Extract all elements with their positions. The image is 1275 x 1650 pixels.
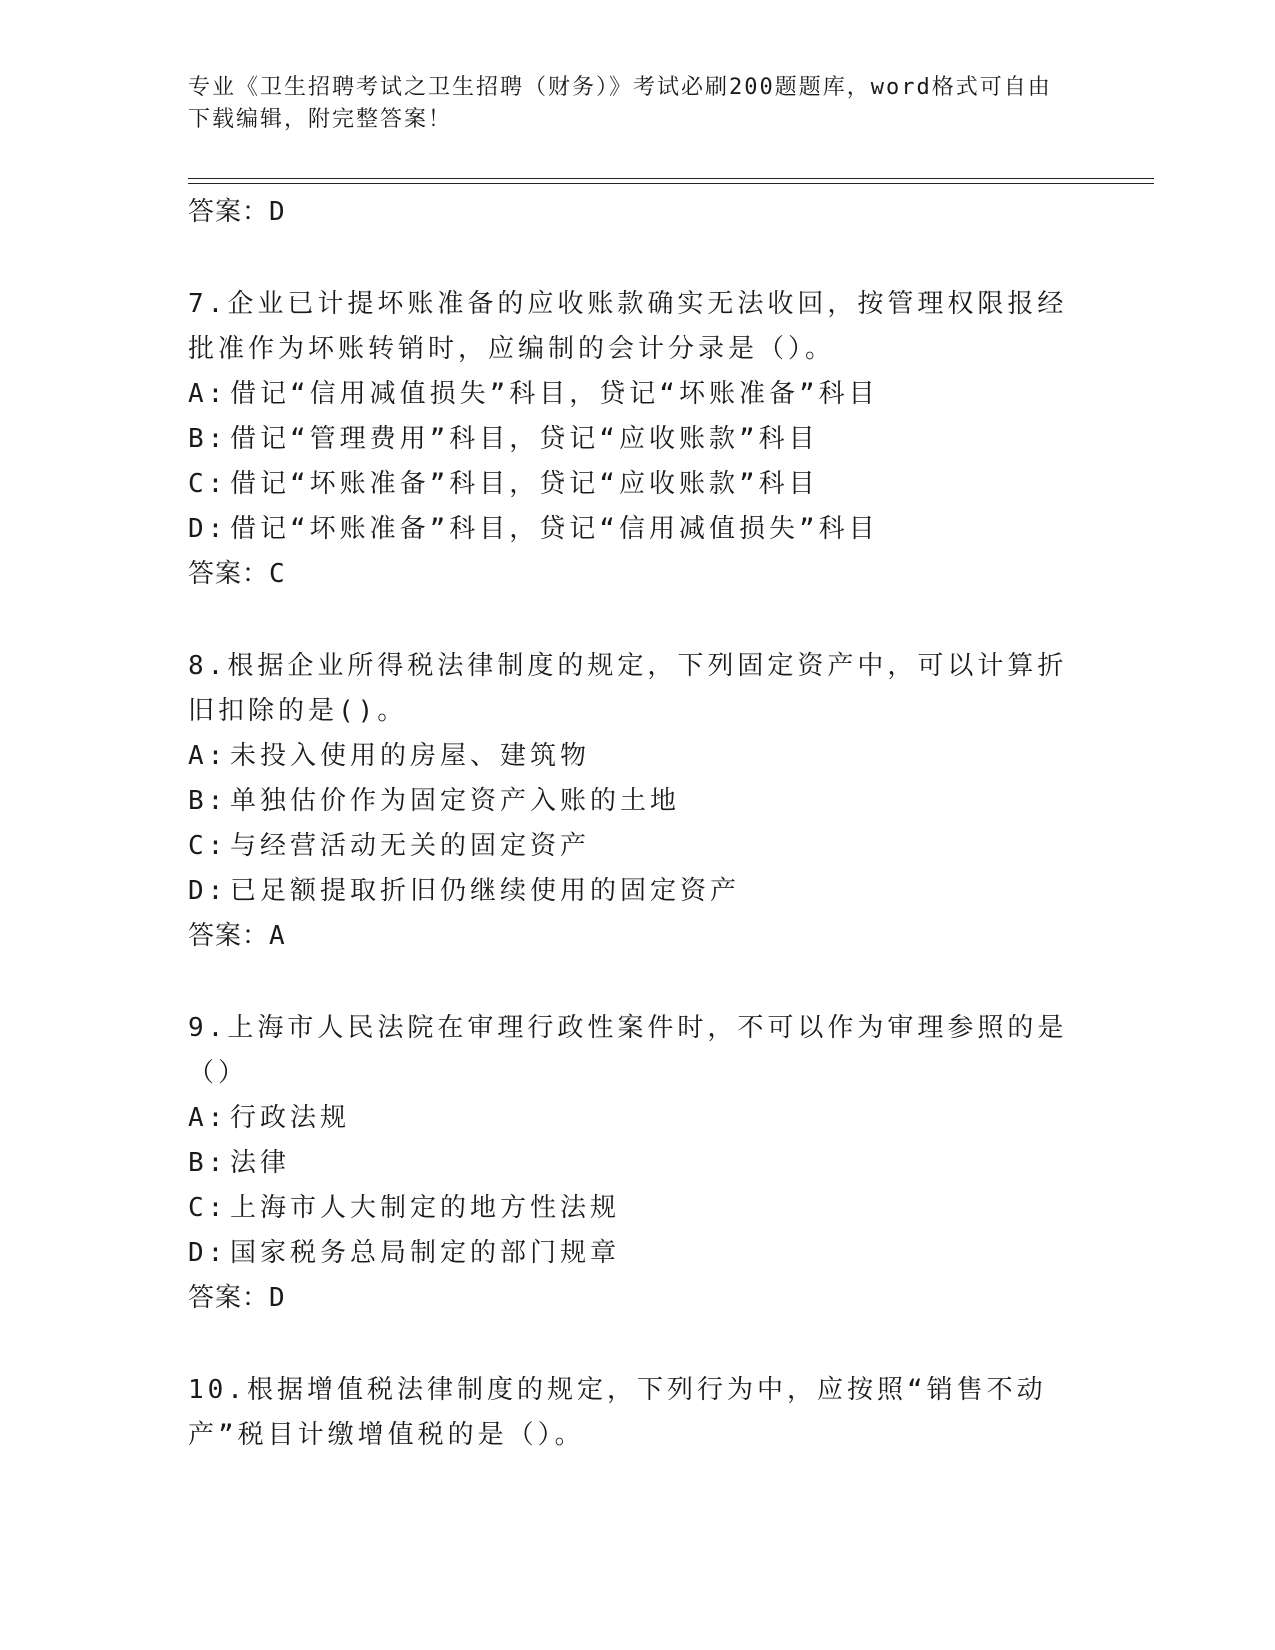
question-stem: 根据企业所得税法律制度的规定，下列固定资产中，可以计算折旧扣除的是()。 xyxy=(188,651,1068,726)
option-c xyxy=(188,824,1068,869)
question-number: 8. xyxy=(188,651,228,681)
option-text: 借记“坏账准备”科目，贷记“信用减值损失”科目 xyxy=(230,514,879,544)
document-body xyxy=(188,190,1068,1458)
option-text: 未投入使用的房屋、建筑物 xyxy=(230,741,591,771)
answer-line xyxy=(188,190,1068,234)
header-divider-double xyxy=(188,183,1154,184)
option-text: 借记“坏账准备”科目，贷记“应收账款”科目 xyxy=(230,469,819,499)
answer-value: D xyxy=(269,1283,286,1313)
option-text: 借记“信用减值损失”科目，贷记“坏账准备”科目 xyxy=(230,379,879,409)
question-9 xyxy=(188,1006,1068,1320)
option-text: 上海市人大制定的地方性法规 xyxy=(230,1193,621,1223)
option-letter: A: xyxy=(188,1103,228,1133)
answer-line xyxy=(188,914,1068,958)
option-letter: C: xyxy=(188,1193,228,1223)
option-letter: C: xyxy=(188,831,228,861)
option-text: 法律 xyxy=(230,1148,291,1178)
option-letter: D: xyxy=(188,876,228,906)
option-letter: C: xyxy=(188,469,228,499)
question-10 xyxy=(188,1368,1068,1458)
option-b xyxy=(188,779,1068,824)
option-text: 借记“管理费用”科目，贷记“应收账款”科目 xyxy=(230,424,819,454)
question-number: 7. xyxy=(188,289,228,319)
answer-line xyxy=(188,1276,1068,1320)
question-text xyxy=(188,282,1068,372)
option-a xyxy=(188,734,1068,779)
answer-value: C xyxy=(269,559,286,589)
option-text: 行政法规 xyxy=(230,1103,351,1133)
option-d xyxy=(188,869,1068,914)
answer-label: 答案： xyxy=(188,197,270,227)
question-stem: 根据增值税法律制度的规定，下列行为中，应按照“销售不动产”税目计缴增值税的是（）。 xyxy=(188,1375,1047,1450)
option-a xyxy=(188,372,1068,417)
answer-line xyxy=(188,552,1068,596)
header-divider xyxy=(188,178,1154,179)
question-text xyxy=(188,644,1068,734)
option-a xyxy=(188,1096,1068,1141)
question-text xyxy=(188,1368,1068,1458)
option-letter: A: xyxy=(188,379,228,409)
document-header: 专业《卫生招聘考试之卫生招聘（财务）》考试必刷200题题库，word格式可自由下载编辑，附完整答案！ xyxy=(188,75,1052,132)
question-stem: 企业已计提坏账准备的应收账款确实无法收回，按管理权限报经批准作为坏账转销时，应编制的会计分录是（）。 xyxy=(188,289,1068,364)
answer-value: A xyxy=(269,921,286,951)
question-number: 10. xyxy=(188,1375,247,1405)
question-number: 9. xyxy=(188,1013,228,1043)
option-text: 已足额提取折旧仍继续使用的固定资产 xyxy=(230,876,741,906)
question-7 xyxy=(188,282,1068,596)
question-8 xyxy=(188,644,1068,958)
option-d xyxy=(188,507,1068,552)
question-text xyxy=(188,1006,1068,1096)
option-c xyxy=(188,1186,1068,1231)
option-b xyxy=(188,417,1068,462)
option-c xyxy=(188,462,1068,507)
option-letter: D: xyxy=(188,514,228,544)
answer-label: 答案： xyxy=(188,1283,270,1313)
option-letter: A: xyxy=(188,741,228,771)
option-letter: D: xyxy=(188,1238,228,1268)
answer-label: 答案： xyxy=(188,559,270,589)
answer-value: D xyxy=(269,197,286,227)
option-text: 国家税务总局制定的部门规章 xyxy=(230,1238,621,1268)
option-b xyxy=(188,1141,1068,1186)
option-d xyxy=(188,1231,1068,1276)
option-letter: B: xyxy=(188,424,228,454)
option-text: 与经营活动无关的固定资产 xyxy=(230,831,591,861)
question-stem: 上海市人民法院在审理行政性案件时，不可以作为审理参照的是（） xyxy=(188,1013,1068,1088)
option-text: 单独估价作为固定资产入账的土地 xyxy=(230,786,681,816)
option-letter: B: xyxy=(188,786,228,816)
answer-label: 答案： xyxy=(188,921,270,951)
option-letter: B: xyxy=(188,1148,228,1178)
